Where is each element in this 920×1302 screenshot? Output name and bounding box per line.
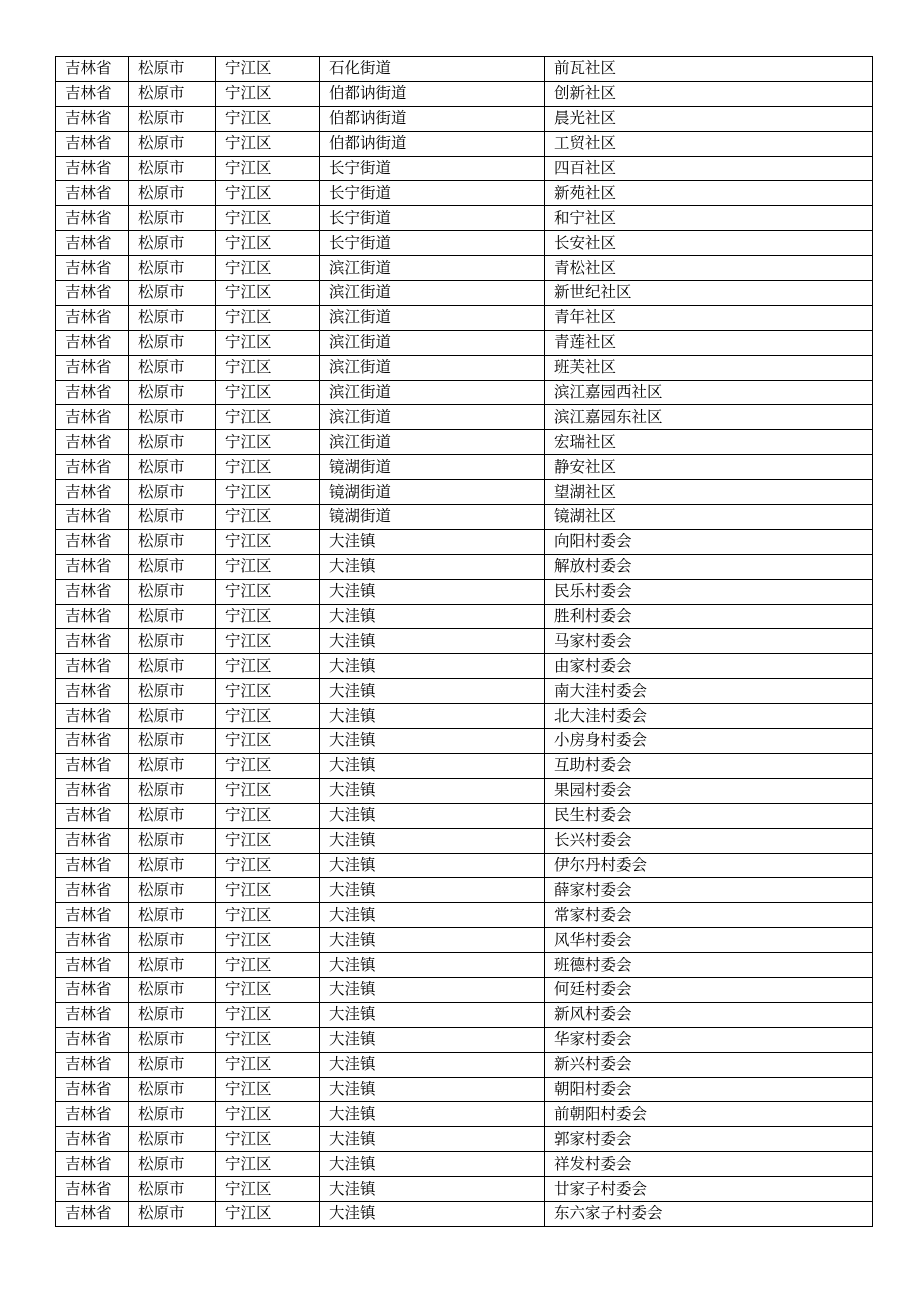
community-cell: 工贸社区: [545, 131, 873, 156]
table-row: [56, 928, 873, 953]
province-cell: 吉林省: [56, 828, 129, 853]
province-cell: 吉林省: [56, 480, 129, 505]
street-town-cell: 大洼镇: [320, 604, 545, 629]
community-cell: 北大洼村委会: [545, 704, 873, 729]
table-row: [56, 529, 873, 554]
city-cell: 松原市: [129, 629, 216, 654]
city-cell: 松原市: [129, 878, 216, 903]
province-cell: 吉林省: [56, 505, 129, 530]
community-cell: 望湖社区: [545, 480, 873, 505]
province-cell: 吉林省: [56, 778, 129, 803]
city-cell: 松原市: [129, 554, 216, 579]
street-town-cell: 大洼镇: [320, 928, 545, 953]
table-row: [56, 131, 873, 156]
province-cell: 吉林省: [56, 81, 129, 106]
city-cell: 松原市: [129, 529, 216, 554]
community-cell: 宏瑞社区: [545, 430, 873, 455]
province-cell: 吉林省: [56, 604, 129, 629]
city-cell: 松原市: [129, 181, 216, 206]
district-cell: 宁江区: [216, 803, 320, 828]
community-cell: 胜利村委会: [545, 604, 873, 629]
district-cell: 宁江区: [216, 1102, 320, 1127]
province-cell: 吉林省: [56, 1177, 129, 1202]
province-cell: 吉林省: [56, 903, 129, 928]
city-cell: 松原市: [129, 654, 216, 679]
district-cell: 宁江区: [216, 1152, 320, 1177]
district-cell: 宁江区: [216, 1002, 320, 1027]
community-cell: 小房身村委会: [545, 729, 873, 754]
table-row: [56, 554, 873, 579]
community-cell: 果园村委会: [545, 778, 873, 803]
district-cell: 宁江区: [216, 853, 320, 878]
district-cell: 宁江区: [216, 57, 320, 82]
table-row: [56, 281, 873, 306]
city-cell: 松原市: [129, 903, 216, 928]
table-row: [56, 953, 873, 978]
table-row: [56, 106, 873, 131]
province-cell: 吉林省: [56, 106, 129, 131]
district-cell: 宁江区: [216, 953, 320, 978]
community-cell: 创新社区: [545, 81, 873, 106]
city-cell: 松原市: [129, 977, 216, 1002]
district-cell: 宁江区: [216, 455, 320, 480]
city-cell: 松原市: [129, 1052, 216, 1077]
district-cell: 宁江区: [216, 1052, 320, 1077]
district-cell: 宁江区: [216, 430, 320, 455]
table-row: [56, 977, 873, 1002]
city-cell: 松原市: [129, 405, 216, 430]
street-town-cell: 伯都讷街道: [320, 106, 545, 131]
table-row: [56, 1052, 873, 1077]
table-row: [56, 181, 873, 206]
district-cell: 宁江区: [216, 977, 320, 1002]
street-town-cell: 伯都讷街道: [320, 81, 545, 106]
community-cell: 郭家村委会: [545, 1127, 873, 1152]
province-cell: 吉林省: [56, 1052, 129, 1077]
street-town-cell: 大洼镇: [320, 753, 545, 778]
street-town-cell: 长宁街道: [320, 206, 545, 231]
table-row: [56, 231, 873, 256]
district-cell: 宁江区: [216, 1077, 320, 1102]
city-cell: 松原市: [129, 430, 216, 455]
community-cell: 长安社区: [545, 231, 873, 256]
city-cell: 松原市: [129, 853, 216, 878]
community-cell: 解放村委会: [545, 554, 873, 579]
community-cell: 镜湖社区: [545, 505, 873, 530]
district-cell: 宁江区: [216, 903, 320, 928]
community-cell: 晨光社区: [545, 106, 873, 131]
district-cell: 宁江区: [216, 156, 320, 181]
street-town-cell: 大洼镇: [320, 1102, 545, 1127]
district-cell: 宁江区: [216, 878, 320, 903]
community-cell: 四百社区: [545, 156, 873, 181]
street-town-cell: 长宁街道: [320, 231, 545, 256]
city-cell: 松原市: [129, 81, 216, 106]
community-cell: 新兴村委会: [545, 1052, 873, 1077]
city-cell: 松原市: [129, 106, 216, 131]
community-cell: 和宁社区: [545, 206, 873, 231]
street-town-cell: 大洼镇: [320, 679, 545, 704]
table-row: [56, 455, 873, 480]
community-cell: 前瓦社区: [545, 57, 873, 82]
city-cell: 松原市: [129, 778, 216, 803]
city-cell: 松原市: [129, 1002, 216, 1027]
city-cell: 松原市: [129, 330, 216, 355]
street-town-cell: 大洼镇: [320, 729, 545, 754]
district-cell: 宁江区: [216, 305, 320, 330]
province-cell: 吉林省: [56, 977, 129, 1002]
table-row: [56, 206, 873, 231]
street-town-cell: 大洼镇: [320, 803, 545, 828]
district-cell: 宁江区: [216, 1027, 320, 1052]
province-cell: 吉林省: [56, 878, 129, 903]
district-cell: 宁江区: [216, 679, 320, 704]
table-row: [56, 878, 873, 903]
community-cell: 班德村委会: [545, 953, 873, 978]
table-row: [56, 1177, 873, 1202]
province-cell: 吉林省: [56, 355, 129, 380]
province-cell: 吉林省: [56, 455, 129, 480]
city-cell: 松原市: [129, 704, 216, 729]
province-cell: 吉林省: [56, 654, 129, 679]
city-cell: 松原市: [129, 1127, 216, 1152]
street-town-cell: 滨江街道: [320, 256, 545, 281]
street-town-cell: 大洼镇: [320, 903, 545, 928]
city-cell: 松原市: [129, 1077, 216, 1102]
province-cell: 吉林省: [56, 206, 129, 231]
community-cell: 青莲社区: [545, 330, 873, 355]
province-cell: 吉林省: [56, 1002, 129, 1027]
table-row: [56, 1077, 873, 1102]
province-cell: 吉林省: [56, 131, 129, 156]
table-row: [56, 1152, 873, 1177]
table-row: [56, 57, 873, 82]
table-row: [56, 629, 873, 654]
street-town-cell: 大洼镇: [320, 1002, 545, 1027]
district-cell: 宁江区: [216, 1127, 320, 1152]
community-cell: 新世纪社区: [545, 281, 873, 306]
table-row: [56, 579, 873, 604]
street-town-cell: 大洼镇: [320, 654, 545, 679]
community-cell: 风华村委会: [545, 928, 873, 953]
province-cell: 吉林省: [56, 579, 129, 604]
street-town-cell: 大洼镇: [320, 1052, 545, 1077]
community-cell: 由家村委会: [545, 654, 873, 679]
city-cell: 松原市: [129, 604, 216, 629]
province-cell: 吉林省: [56, 629, 129, 654]
community-cell: 班芙社区: [545, 355, 873, 380]
community-cell: 朝阳村委会: [545, 1077, 873, 1102]
province-cell: 吉林省: [56, 853, 129, 878]
table-row: [56, 305, 873, 330]
table-row: [56, 1027, 873, 1052]
street-town-cell: 石化街道: [320, 57, 545, 82]
province-cell: 吉林省: [56, 281, 129, 306]
table-row: [56, 903, 873, 928]
street-town-cell: 滨江街道: [320, 430, 545, 455]
city-cell: 松原市: [129, 953, 216, 978]
province-cell: 吉林省: [56, 380, 129, 405]
province-cell: 吉林省: [56, 430, 129, 455]
street-town-cell: 大洼镇: [320, 1077, 545, 1102]
table-row: [56, 430, 873, 455]
province-cell: 吉林省: [56, 1077, 129, 1102]
district-cell: 宁江区: [216, 778, 320, 803]
street-town-cell: 大洼镇: [320, 1177, 545, 1202]
table-row: [56, 704, 873, 729]
table-row: [56, 828, 873, 853]
district-cell: 宁江区: [216, 505, 320, 530]
district-cell: 宁江区: [216, 1177, 320, 1202]
table-row: [56, 654, 873, 679]
community-cell: 青松社区: [545, 256, 873, 281]
street-town-cell: 大洼镇: [320, 878, 545, 903]
province-cell: 吉林省: [56, 156, 129, 181]
city-cell: 松原市: [129, 579, 216, 604]
community-cell: 廿家子村委会: [545, 1177, 873, 1202]
community-cell: 滨江嘉园西社区: [545, 380, 873, 405]
community-cell: 长兴村委会: [545, 828, 873, 853]
district-cell: 宁江区: [216, 529, 320, 554]
table-row: [56, 1201, 873, 1226]
street-town-cell: 滨江街道: [320, 281, 545, 306]
province-cell: 吉林省: [56, 753, 129, 778]
street-town-cell: 大洼镇: [320, 579, 545, 604]
city-cell: 松原市: [129, 455, 216, 480]
table-row: [56, 1102, 873, 1127]
city-cell: 松原市: [129, 156, 216, 181]
community-cell: 伊尔丹村委会: [545, 853, 873, 878]
table-row: [56, 256, 873, 281]
community-cell: 马家村委会: [545, 629, 873, 654]
city-cell: 松原市: [129, 505, 216, 530]
table-row: [56, 803, 873, 828]
province-cell: 吉林省: [56, 928, 129, 953]
province-cell: 吉林省: [56, 554, 129, 579]
city-cell: 松原市: [129, 1027, 216, 1052]
table-row: [56, 604, 873, 629]
city-cell: 松原市: [129, 803, 216, 828]
street-town-cell: 滨江街道: [320, 330, 545, 355]
province-cell: 吉林省: [56, 231, 129, 256]
street-town-cell: 滨江街道: [320, 355, 545, 380]
table-row: [56, 679, 873, 704]
city-cell: 松原市: [129, 281, 216, 306]
community-cell: 民生村委会: [545, 803, 873, 828]
street-town-cell: 大洼镇: [320, 554, 545, 579]
district-cell: 宁江区: [216, 1201, 320, 1226]
province-cell: 吉林省: [56, 305, 129, 330]
district-cell: 宁江区: [216, 281, 320, 306]
district-cell: 宁江区: [216, 629, 320, 654]
district-cell: 宁江区: [216, 330, 320, 355]
district-cell: 宁江区: [216, 81, 320, 106]
table-row: [56, 480, 873, 505]
province-cell: 吉林省: [56, 803, 129, 828]
street-town-cell: 大洼镇: [320, 778, 545, 803]
community-cell: 薛家村委会: [545, 878, 873, 903]
city-cell: 松原市: [129, 355, 216, 380]
street-town-cell: 大洼镇: [320, 1027, 545, 1052]
city-cell: 松原市: [129, 131, 216, 156]
community-cell: 南大洼村委会: [545, 679, 873, 704]
table-body: [56, 57, 873, 1227]
community-cell: 滨江嘉园东社区: [545, 405, 873, 430]
community-cell: 民乐村委会: [545, 579, 873, 604]
community-cell: 东六家子村委会: [545, 1201, 873, 1226]
table-row: [56, 1127, 873, 1152]
city-cell: 松原市: [129, 231, 216, 256]
city-cell: 松原市: [129, 380, 216, 405]
table-row: [56, 753, 873, 778]
province-cell: 吉林省: [56, 1027, 129, 1052]
city-cell: 松原市: [129, 1152, 216, 1177]
district-cell: 宁江区: [216, 256, 320, 281]
table-row: [56, 853, 873, 878]
province-cell: 吉林省: [56, 1201, 129, 1226]
table-row: [56, 505, 873, 530]
city-cell: 松原市: [129, 729, 216, 754]
district-cell: 宁江区: [216, 231, 320, 256]
province-cell: 吉林省: [56, 529, 129, 554]
community-cell: 青年社区: [545, 305, 873, 330]
city-cell: 松原市: [129, 753, 216, 778]
street-town-cell: 滨江街道: [320, 305, 545, 330]
province-cell: 吉林省: [56, 729, 129, 754]
table-row: [56, 405, 873, 430]
district-cell: 宁江区: [216, 753, 320, 778]
province-cell: 吉林省: [56, 679, 129, 704]
community-cell: 互助村委会: [545, 753, 873, 778]
street-town-cell: 镜湖街道: [320, 505, 545, 530]
district-cell: 宁江区: [216, 828, 320, 853]
region-table: [55, 56, 873, 1227]
city-cell: 松原市: [129, 206, 216, 231]
table-row: [56, 729, 873, 754]
city-cell: 松原市: [129, 1201, 216, 1226]
street-town-cell: 长宁街道: [320, 181, 545, 206]
street-town-cell: 滨江街道: [320, 380, 545, 405]
district-cell: 宁江区: [216, 928, 320, 953]
district-cell: 宁江区: [216, 579, 320, 604]
street-town-cell: 大洼镇: [320, 977, 545, 1002]
city-cell: 松原市: [129, 828, 216, 853]
street-town-cell: 大洼镇: [320, 828, 545, 853]
province-cell: 吉林省: [56, 1152, 129, 1177]
street-town-cell: 大洼镇: [320, 1201, 545, 1226]
district-cell: 宁江区: [216, 654, 320, 679]
street-town-cell: 大洼镇: [320, 853, 545, 878]
street-town-cell: 大洼镇: [320, 629, 545, 654]
district-cell: 宁江区: [216, 554, 320, 579]
document-page: [55, 56, 872, 1227]
district-cell: 宁江区: [216, 480, 320, 505]
community-cell: 何廷村委会: [545, 977, 873, 1002]
street-town-cell: 大洼镇: [320, 704, 545, 729]
province-cell: 吉林省: [56, 181, 129, 206]
district-cell: 宁江区: [216, 181, 320, 206]
community-cell: 常家村委会: [545, 903, 873, 928]
province-cell: 吉林省: [56, 1102, 129, 1127]
province-cell: 吉林省: [56, 405, 129, 430]
table-row: [56, 156, 873, 181]
district-cell: 宁江区: [216, 405, 320, 430]
table-row: [56, 330, 873, 355]
community-cell: 华家村委会: [545, 1027, 873, 1052]
community-cell: 前朝阳村委会: [545, 1102, 873, 1127]
table-row: [56, 778, 873, 803]
street-town-cell: 大洼镇: [320, 529, 545, 554]
city-cell: 松原市: [129, 57, 216, 82]
community-cell: 新风村委会: [545, 1002, 873, 1027]
district-cell: 宁江区: [216, 729, 320, 754]
district-cell: 宁江区: [216, 106, 320, 131]
province-cell: 吉林省: [56, 953, 129, 978]
community-cell: 静安社区: [545, 455, 873, 480]
street-town-cell: 大洼镇: [320, 1127, 545, 1152]
city-cell: 松原市: [129, 480, 216, 505]
district-cell: 宁江区: [216, 206, 320, 231]
city-cell: 松原市: [129, 679, 216, 704]
province-cell: 吉林省: [56, 704, 129, 729]
street-town-cell: 滨江街道: [320, 405, 545, 430]
city-cell: 松原市: [129, 305, 216, 330]
street-town-cell: 镜湖街道: [320, 480, 545, 505]
district-cell: 宁江区: [216, 355, 320, 380]
province-cell: 吉林省: [56, 1127, 129, 1152]
street-town-cell: 伯都讷街道: [320, 131, 545, 156]
district-cell: 宁江区: [216, 704, 320, 729]
street-town-cell: 镜湖街道: [320, 455, 545, 480]
table-row: [56, 380, 873, 405]
table-row: [56, 81, 873, 106]
community-cell: 祥发村委会: [545, 1152, 873, 1177]
community-cell: 向阳村委会: [545, 529, 873, 554]
district-cell: 宁江区: [216, 380, 320, 405]
province-cell: 吉林省: [56, 57, 129, 82]
district-cell: 宁江区: [216, 131, 320, 156]
street-town-cell: 大洼镇: [320, 953, 545, 978]
city-cell: 松原市: [129, 928, 216, 953]
city-cell: 松原市: [129, 1102, 216, 1127]
street-town-cell: 大洼镇: [320, 1152, 545, 1177]
province-cell: 吉林省: [56, 330, 129, 355]
table-row: [56, 355, 873, 380]
district-cell: 宁江区: [216, 604, 320, 629]
community-cell: 新苑社区: [545, 181, 873, 206]
city-cell: 松原市: [129, 1177, 216, 1202]
city-cell: 松原市: [129, 256, 216, 281]
province-cell: 吉林省: [56, 256, 129, 281]
table-row: [56, 1002, 873, 1027]
street-town-cell: 长宁街道: [320, 156, 545, 181]
